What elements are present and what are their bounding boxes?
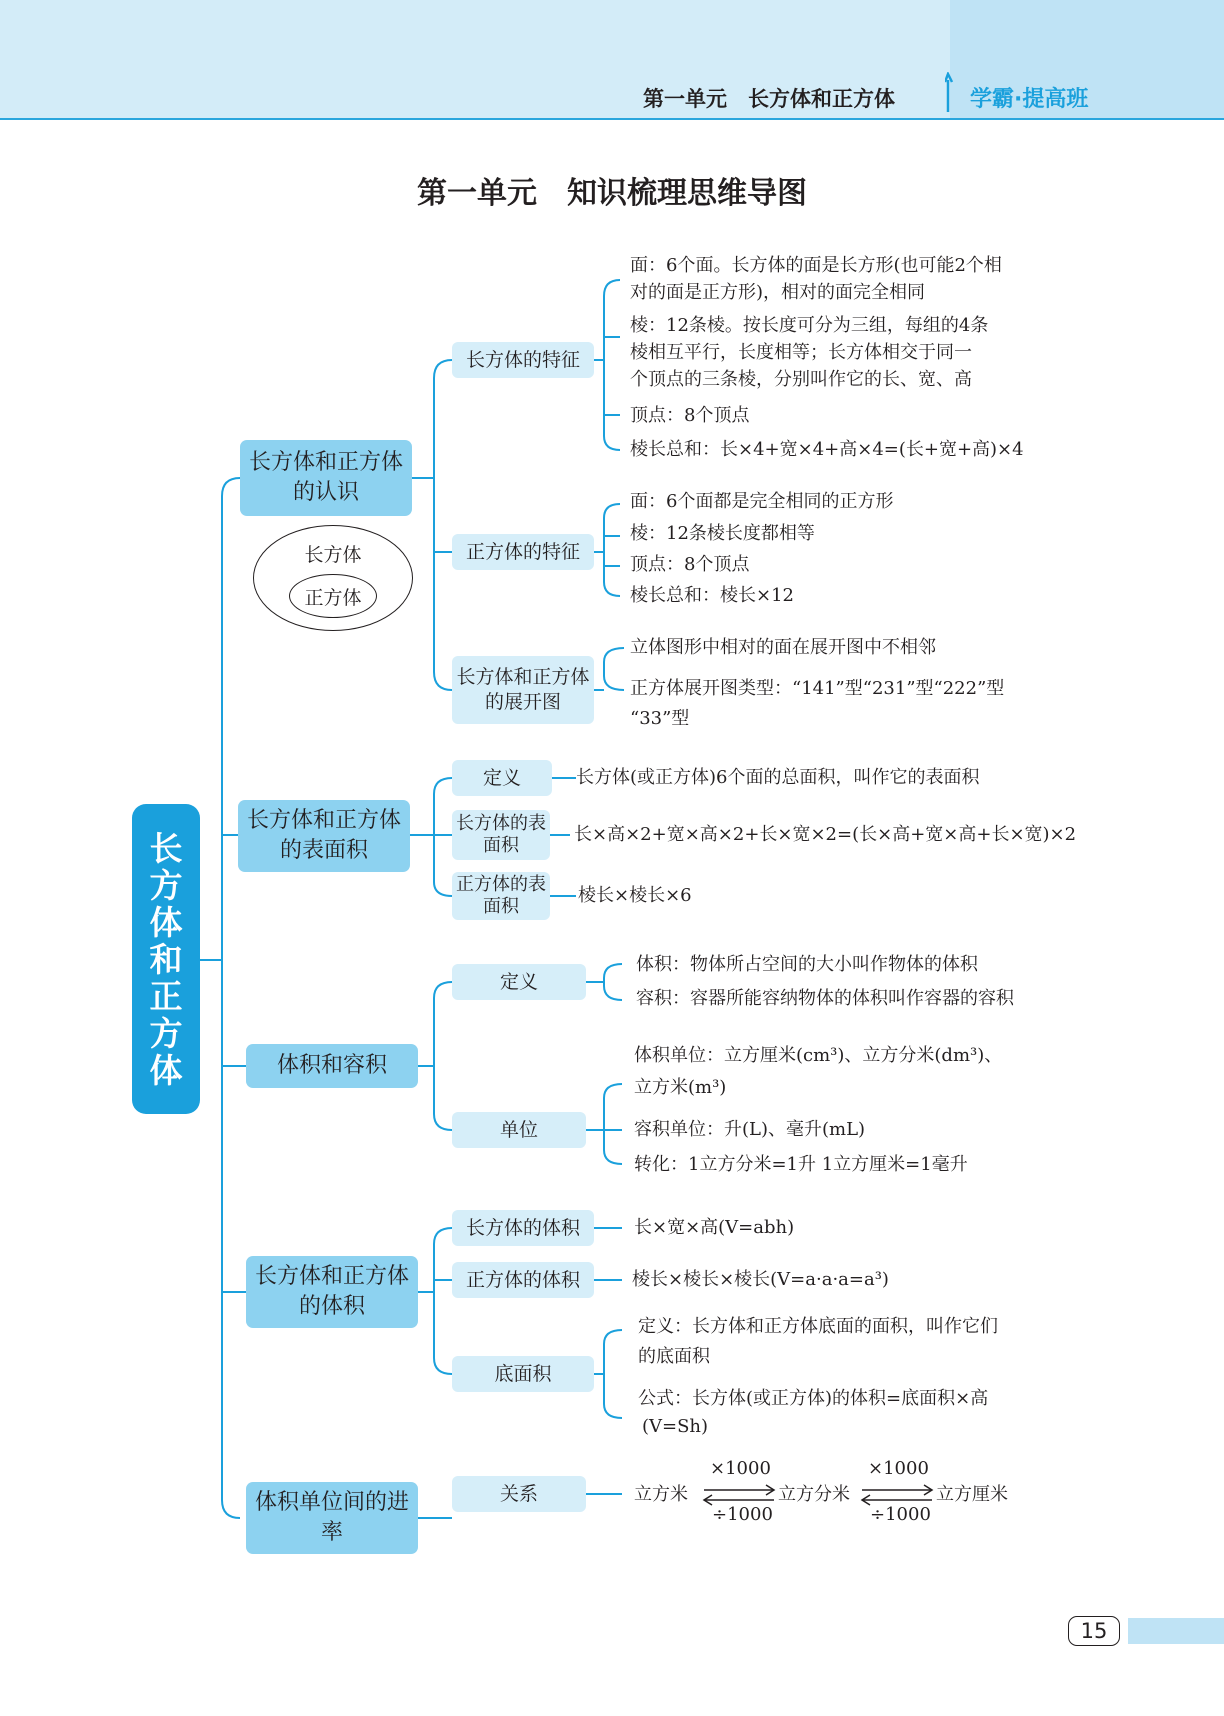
node-recognition: 长方体和正方体的认识: [240, 440, 412, 516]
node-nets: 长方体和正方体的展开图: [452, 656, 594, 724]
page-number: 15: [1068, 1616, 1120, 1646]
sa-cube-formula: 棱长×棱长×6: [578, 885, 692, 906]
divide-label: ÷1000: [712, 1504, 773, 1525]
vc-unit-line: 转化：1立方分米=1升 1立方厘米=1毫升: [634, 1154, 968, 1175]
unit-cubic-decimeter: 立方分米: [778, 1484, 850, 1505]
base-area-line: 定义：长方体和正方体底面的面积，叫作它们: [638, 1316, 998, 1337]
vc-unit-line: 立方米(m³): [634, 1077, 727, 1098]
root-node: 长方体和正方体: [132, 804, 200, 1114]
page-footer-bar: [1128, 1618, 1224, 1644]
venn-inner-label: 正方体: [304, 586, 362, 609]
cube-feature-line: 棱：12条棱长度都相等: [630, 523, 815, 544]
base-area-line: (V=Sh): [642, 1416, 709, 1437]
brand-logo: 学霸·提高班: [970, 87, 1089, 112]
cube-feature-line: 面：6个面都是完全相同的正方形: [630, 491, 894, 512]
header-unit-title: 第一单元 长方体和正方体: [643, 87, 895, 111]
node-sa-definition: 定义: [452, 760, 552, 796]
sa-definition-text: 长方体(或正方体)6个面的总面积，叫作它的表面积: [576, 767, 980, 788]
page-title: 第一单元 知识梳理思维导图: [417, 176, 807, 211]
vc-definition-line: 体积：物体所占空间的大小叫作物体的体积: [636, 954, 978, 975]
cuboid-feature-line: 棱：12条棱。按长度可分为三组，每组的4条: [630, 315, 989, 336]
unit-cubic-meter: 立方米: [634, 1484, 688, 1505]
venn-outer-label: 长方体: [304, 544, 362, 566]
cuboid-feature-line: 面：6个面。长方体的面是长方形(也可能2个相: [630, 255, 1002, 276]
vc-unit-line: 容积单位：升(L)、毫升(mL): [634, 1119, 866, 1140]
multiply-label: ×1000: [710, 1458, 771, 1479]
sa-cuboid-formula: 长×高×2+宽×高×2+长×宽×2=(长×高+宽×高+长×宽)×2: [574, 824, 1077, 845]
cuboid-feature-line: 对的面是正方形)，相对的面完全相同: [630, 282, 926, 303]
cuboid-feature-line: 顶点：8个顶点: [630, 405, 750, 426]
node-relation: 关系: [452, 1476, 586, 1512]
node-base-area: 底面积: [452, 1356, 594, 1392]
vc-unit-line: 体积单位：立方厘米(cm³)、立方分米(dm³)、: [634, 1045, 1003, 1066]
node-volume: 长方体和正方体的体积: [246, 1256, 418, 1328]
unit-cubic-centimeter: 立方厘米: [936, 1484, 1008, 1505]
base-area-line: 公式：长方体(或正方体)的体积=底面积×高: [638, 1388, 989, 1409]
node-sa-cuboid: 长方体的表面积: [452, 810, 550, 860]
cuboid-feature-line: 棱长总和：长×4+宽×4+高×4=(长+宽+高)×4: [630, 439, 1024, 460]
nets-line: 立体图形中相对的面在展开图中不相邻: [630, 637, 936, 658]
nets-line: 正方体展开图类型：“141”型“231”型“222”型: [630, 678, 1005, 699]
node-cube-features: 正方体的特征: [452, 534, 594, 570]
divide-label: ÷1000: [870, 1504, 931, 1525]
node-unit-rates: 体积单位间的进率: [246, 1482, 418, 1554]
node-vol-cube: 正方体的体积: [452, 1262, 594, 1298]
vol-cube-formula: 棱长×棱长×棱长(V=a·a·a=a³): [632, 1269, 889, 1290]
node-vol-cuboid: 长方体的体积: [452, 1210, 594, 1246]
cuboid-feature-line: 棱相互平行，长度相等；长方体相交于同一: [630, 342, 972, 363]
cuboid-feature-line: 个顶点的三条棱，分别叫作它的长、宽、高: [630, 369, 972, 390]
node-vc-definition: 定义: [452, 964, 586, 1000]
vc-definition-line: 容积：容器所能容纳物体的体积叫作容器的容积: [636, 988, 1014, 1009]
node-vc-units: 单位: [452, 1112, 586, 1148]
cube-feature-line: 顶点：8个顶点: [630, 554, 750, 575]
base-area-line: 的底面积: [638, 1346, 710, 1367]
multiply-label: ×1000: [868, 1458, 929, 1479]
node-cuboid-features: 长方体的特征: [452, 342, 594, 378]
node-surface-area: 长方体和正方体的表面积: [238, 800, 410, 872]
vol-cuboid-formula: 长×宽×高(V=abh): [634, 1217, 795, 1238]
nets-line: “33”型: [630, 708, 690, 729]
node-volume-capacity: 体积和容积: [246, 1044, 418, 1088]
node-sa-cube: 正方体的表面积: [452, 872, 550, 920]
cube-feature-line: 棱长总和：棱长×12: [630, 585, 794, 606]
venn-inner-ellipse: [289, 574, 377, 618]
